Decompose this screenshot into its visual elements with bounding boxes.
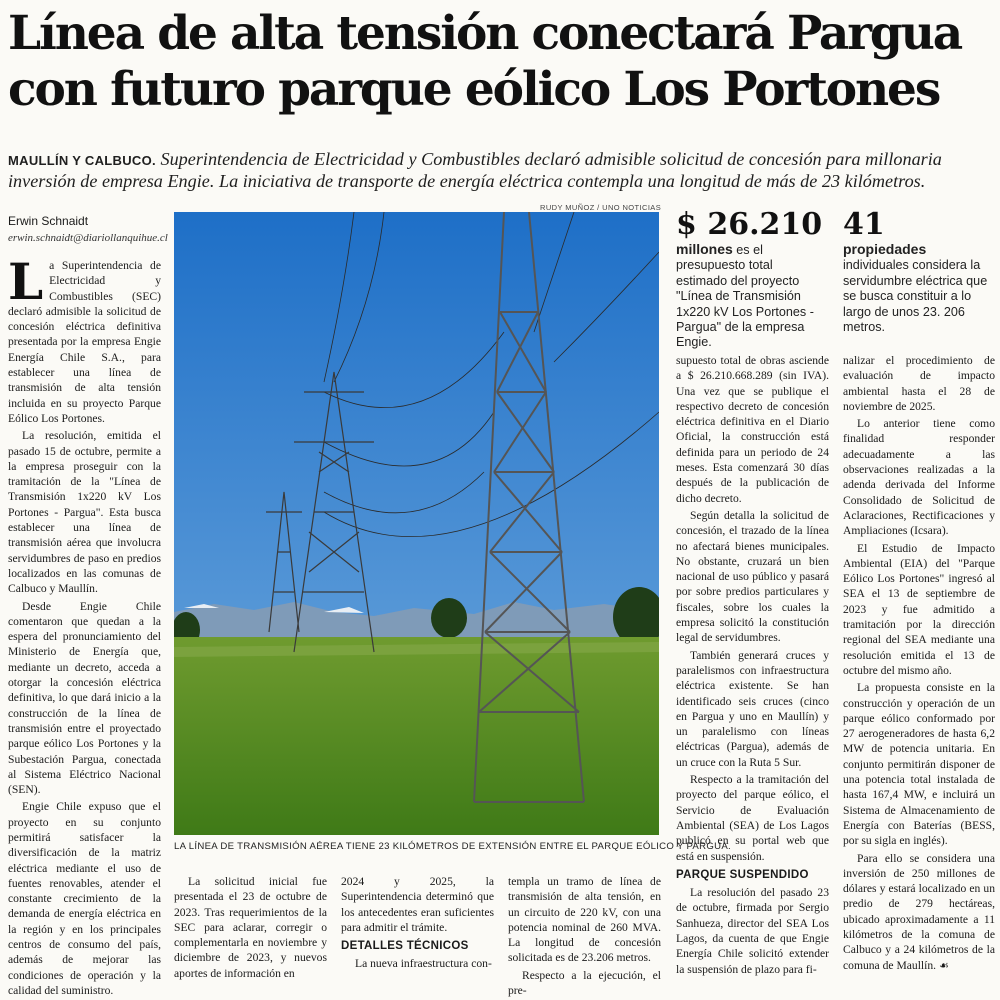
- stat-box-properties: [843, 208, 993, 335]
- stat-number: $ 26.210: [676, 207, 823, 242]
- article-column-6: [843, 353, 995, 975]
- byline-email[interactable]: erwin.schnaidt@diariollanquihue.cl: [8, 232, 168, 244]
- paragraph: La nueva infraestructura con-: [355, 957, 492, 971]
- paragraph: La resolución, emitida el pasado 15 de octubre, permite a la empresa proseguir con la tramitación de la "Línea de Transmisión 1x220 kV Los Portones - Pargua". Esta busca establecer una línea de transmisión aérea que involucra servidumbres de paso en predios localizados en las comunas de Calbuco y Maullín.: [8, 429, 161, 596]
- paragraph: El Estudio de Impacto Ambiental (EIA) del "Parque Eólico Los Portones" ingresó al SEA el 13 de septiembre de 2023 y fue admitido a tramitación por la dirección regional del SEA mediante una resolución emitida el 13 de octubre del mismo año.: [843, 541, 995, 677]
- stat-text: propiedades individuales considera la servidumbre eléctrica que se busca constituir a lo largo de unos 23. 206 metros.: [843, 241, 988, 335]
- paragraph: templa un tramo de línea de transmisión de alta tensión, en un circuito de 220 kV, con una potencia nominal de 260 MVA. La longitud de concesión solicitada es de 23.206 metros.: [508, 875, 661, 965]
- paragraph: Lo anterior tiene como finalidad responder adecuadamente a las observaciones realizadas a la adenda derivada del Informe Consolidado de Solicitud de Aclaraciones, Rectificaciones y Ampliaciones (Icsara).: [843, 417, 995, 538]
- transmission-towers-photo: [174, 212, 659, 835]
- lead-text: Superintendencia de Electricidad y Combustibles declaró admisible solicitud de concesión para millonaria inversión de empresa Engie. La iniciativa de transporte de energía eléctrica contempla una longitud de más de 23 kilómetros.: [8, 149, 942, 191]
- stat-box-budget: [676, 208, 826, 351]
- subhead-parque: PARQUE SUSPENDIDO: [676, 868, 809, 881]
- paragraph: nalizar el procedimiento de evaluación de impacto ambiental hasta el 28 de noviembre de 2025.: [843, 354, 995, 413]
- paragraph: supuesto total de obras asciende a $ 26.210.668.289 (sin IVA). Una vez que se publique el respectivo decreto de concesión eléctrica definitiva en el Diario Oficial, la construcción está definida para un periodo de 24 meses. Esta comenzará 30 días después de la publicación de dicho decreto.: [676, 354, 829, 505]
- paragraph: Desde Engie Chile comentaron que quedan a la espera del pronunciamiento del Ministerio de Energía que, mediante un decreto, acceda a otorgar la concesión eléctrica definitiva, lo que dará inicio a la construcción de la línea de transmisión entre el proyectado parque eólico Los Portones y la Subestación Pargua, conectada al Sistema Eléctrico Nacional (SEN).: [8, 599, 161, 797]
- lead-location: MAULLÍN Y CALBUCO.: [8, 153, 156, 168]
- stat-number: 41: [843, 207, 885, 242]
- article-column-4: [508, 874, 661, 1000]
- stat-text: millones es el presupuesto total estimado del proyecto "Línea de Transmisión 1x220 kV Los Portones - Pargua" de la empresa Engie.: [676, 241, 814, 350]
- byline-author: Erwin Schnaidt: [8, 214, 89, 228]
- lead-paragraph: [8, 149, 998, 192]
- article-column-2: [174, 874, 327, 983]
- article-column-3: [341, 874, 494, 974]
- paragraph: La propuesta consiste en la construcción y operación de un parque eólico conformado por 27 aerogeneradores de hasta 6,2 MW de potencia unitaria. En conjunto permitirán disponer de una potencia total instalada de hasta 167,4 MW, e incluirá un Sistema de Almacenamiento de Energía con Baterías (BESS, por su sigla en inglés).: [843, 681, 995, 848]
- headline: Línea de alta tensión conectará Pargua con futuro parque eólico Los Portones: [8, 6, 962, 117]
- paragraph: La Superintendencia de Electricidad y Combustibles (SEC) declaró admisible la solicitud de concesión eléctrica definitiva presentada por la empresa Engie Energía Chile S.A., para establecer una línea de transmisión de alta tensión incluida en su proyecto Parque Eólico Los Portones.: [8, 252, 161, 425]
- paragraph: También generará cruces y paralelismos con infraestructura eléctrica existente. Se han identificado seis cruces (cinco en Pargua y uno en Maullín) y un paralelismo con líneas eléctricas (Pargua), además de un cruce con la Ruta 5 Sur.: [676, 648, 829, 769]
- paragraph: La resolución del pasado 23 de octubre, firmada por Sergio Sanhueza, director del SEA Los Lagos, da cuenta de que Engie Energía Chile solicitó extender la suspensión de plazo para fi-: [676, 886, 829, 976]
- paragraph: Respecto a la tramitación del proyecto del parque eólico, el Servicio de Evaluación Ambiental (SEA) de Los Lagos publicó en su portal web que está en suspensión.: [676, 773, 829, 863]
- dropcap: L: [8, 252, 44, 311]
- photo-credit: RUDY MUÑOZ / UNO NOTICIAS: [540, 203, 662, 212]
- paragraph: 2024 y 2025, la Superintendencia determinó que los antecedentes eran suficientes para admitir el trámite.: [341, 875, 494, 934]
- paragraph: Respecto a la ejecución, el pre-: [508, 968, 661, 998]
- photo-caption: LA LÍNEA DE TRANSMISIÓN AÉREA TIENE 23 KILÓMETROS DE EXTENSIÓN ENTRE EL PARQUE EÓLICO Y PARGUA.: [174, 841, 732, 852]
- article-column-1: [8, 252, 161, 1000]
- paragraph: Según detalla la solicitud de concesión, el trazado de la línea no afectará bienes municipales. No obstante, cruzará un bien nacional de uso público y pasará por sobre predios particulares y fiscales, sobre los cuales la empresa solicitó la constitución legal de servidumbres.: [676, 508, 829, 645]
- paragraph: Engie Chile expuso que el proyecto en su conjunto permitirá satisfacer la diversificación de la matriz eléctrica mediante el uso de fuentes renovables, atender el constante crecimiento de la demanda de energía eléctrica en la región y en los principales centros de consumo del país, además de mejorar las condiciones de operación y la calidad del suministro.: [8, 800, 161, 997]
- end-mark-icon: ☙: [938, 958, 949, 972]
- subhead-detalles: DETALLES TÉCNICOS: [341, 940, 469, 953]
- paragraph: La solicitud inicial fue presentada el 23 de octubre de 2023. Tras requerimientos de la SEC para aclarar, corregir o complementarla en noviembre y diciembre de 2023, y nuevos aportes de información en: [174, 875, 327, 980]
- article-column-5: [676, 353, 829, 979]
- paragraph: Para ello se considera una inversión de 250 millones de dólares y estará localizado en un predio de 279 hectáreas, ubicado aproximadamente a 11 kilómetros de la comuna de Calbuco y a 24 kilómetros de la comuna de Maullín. ☙: [843, 851, 995, 972]
